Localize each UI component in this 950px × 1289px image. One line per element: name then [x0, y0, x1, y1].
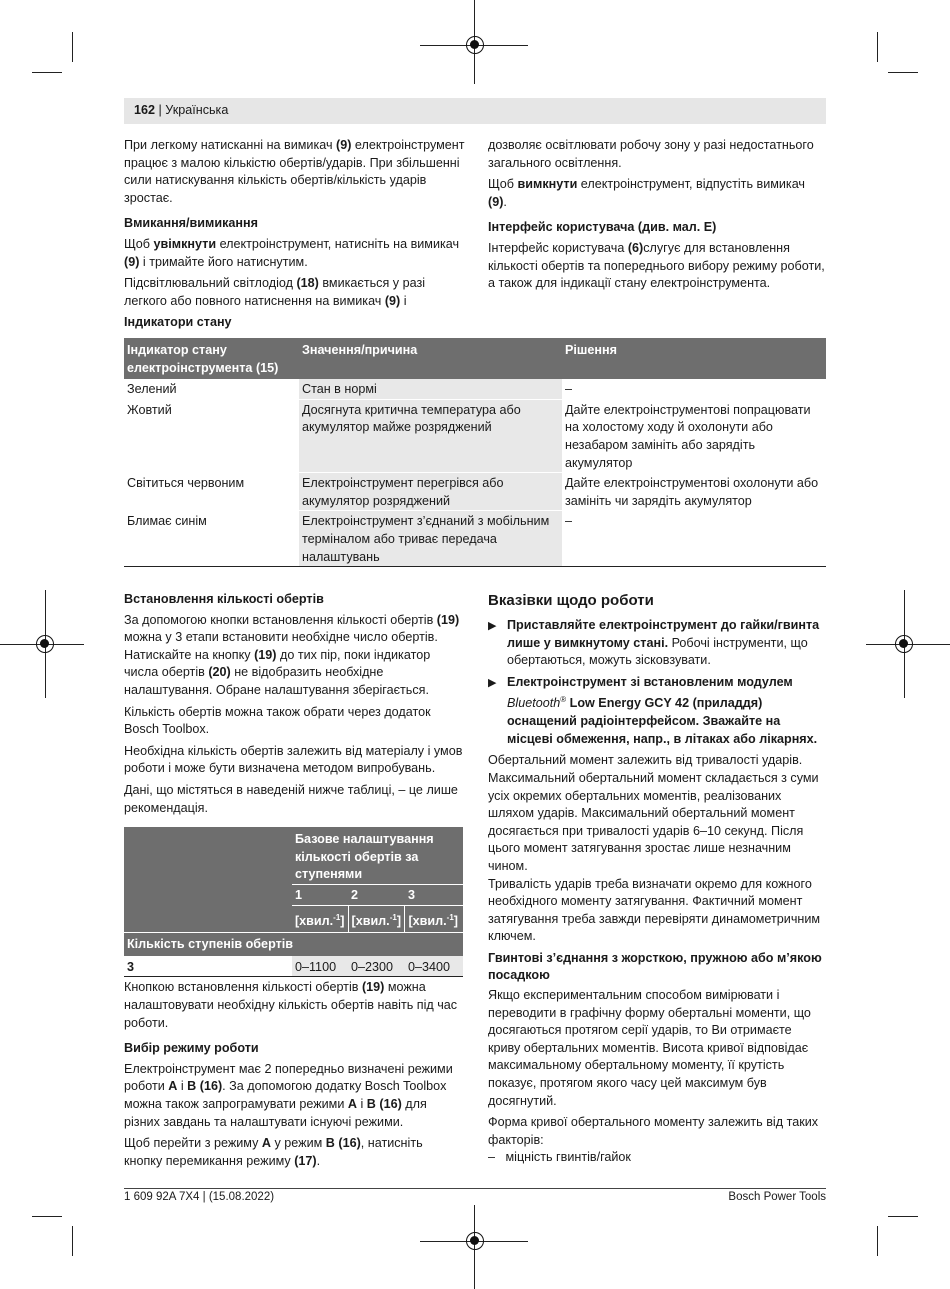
table-row — [124, 511, 826, 567]
left-column-bottom — [124, 591, 464, 1170]
crop-mark — [72, 1226, 73, 1256]
table-cell: – — [562, 379, 826, 399]
paragraph: Обертальний момент залежить від тривалості ударів. Максимальний обертальний момент складається з суми усіх окремих обертальних моментів, реалізованих шляхом ударів. Максимальний обертальний момент досягається при тривалості ударів 6–10 секунд. Після цього момент затягування зростає лише незначним чином. — [488, 753, 819, 873]
crop-mark — [32, 72, 62, 73]
table-header-cell — [405, 905, 463, 933]
triangle-bullet-icon: ▶ — [488, 620, 497, 632]
table-header-cell — [348, 905, 405, 933]
registration-target-icon — [466, 1232, 484, 1250]
unit-superscript: -1 — [333, 912, 341, 922]
crop-mark — [888, 1216, 918, 1217]
crop-mark — [877, 1226, 878, 1256]
registration-target-icon — [466, 36, 484, 54]
list-item — [488, 617, 826, 670]
table-header-cell: 3 — [405, 884, 463, 905]
paragraph: Форма кривої обертального моменту залежить від таких факторів: — [488, 1115, 819, 1147]
left-column-top — [124, 137, 469, 332]
table-cell: Електроінструмент з’єднаний з мобільним терміналом або триває передача налаштувань — [299, 511, 562, 567]
unit-close: ] — [340, 913, 345, 928]
table-cell: Дайте електроінструментові охолонути або замініть чи зарядіть акумулятор — [562, 473, 826, 511]
footer-rule — [124, 1188, 826, 1189]
paragraph: Електроінструмент зі встановленим модулем Bluetooth® Low Energy GCY 42 (приладдя) оснащений радіоінтерфейсом. Зважайте на місцеві обмеження, напр., в літаках або лікарнях. — [507, 674, 818, 746]
unit-label: [хвил. — [351, 913, 390, 928]
table-cell: – — [562, 511, 826, 567]
table-cell: Стан в нормі — [299, 379, 562, 399]
unit-superscript: -1 — [446, 912, 454, 922]
page-header — [124, 98, 826, 124]
list-item — [488, 674, 826, 749]
section-heading: Вмикання/вимикання — [124, 216, 258, 231]
page-number: 162 — [134, 103, 156, 117]
table-cell: Дайте електроінструментові попрацювати на холостому ходу й охолонути або незабаром замініть або зарядіть акумулятор — [562, 399, 826, 472]
unit-close: ] — [396, 913, 402, 928]
section-heading: Встановлення кількості обертів — [124, 592, 324, 606]
paragraph: Щоб увімкнути електроінструмент, натисніть на вимикач (9) і тримайте його натиснутим. — [124, 236, 460, 269]
paragraph: Інтерфейс користувача (6)слугує для встановлення кількості обертів та попереднього вибору режиму роботи, а також для індикації стану електроінструмента. — [488, 240, 825, 291]
paragraph: дозволяє освітлювати робочу зону у разі недостатнього загального освітлення. — [488, 138, 814, 170]
table-header-cell — [292, 905, 348, 933]
table-row — [124, 379, 826, 399]
table-cell: Зелений — [124, 379, 299, 399]
crop-mark — [32, 1216, 62, 1217]
registration-target-icon — [36, 635, 54, 653]
crop-mark — [72, 32, 73, 62]
paragraph: За допомогою кнопки встановлення кількості обертів (19) можна у 3 етапи встановити необхідне число обертів. Натискайте на кнопку (19) до тих пір, поки індикатор числа обертів (20) не відобразить необхідне налаштування. Обране налаштування зберігається. — [124, 612, 460, 697]
table-cell: 0–2300 — [348, 956, 405, 977]
footer-brand: Bosch Power Tools — [728, 1191, 826, 1203]
paragraph: При легкому натисканні на вимикач (9) електроінструмент працює з малою кількістю обертів/ударів. При збільшенні сили натискування кількість обертів/кількість ударів зростає. — [124, 138, 465, 205]
table-row-label: Кількість ступенів обертів — [124, 933, 463, 956]
section-heading: Індикатори стану — [124, 315, 232, 330]
table-cell — [124, 827, 292, 884]
speed-settings-table — [124, 827, 463, 977]
table-cell-value: 3 — [127, 959, 135, 974]
table-cell: Світиться червоним — [124, 473, 299, 511]
paragraph: Електроінструмент має 2 попередньо визначені режими роботи A і B (16). За допомогою додатку Bosch Toolbox можна також запрограмувати режими A і B (16) для різних завдань та налаштувати існуючі режими. — [124, 1061, 453, 1129]
table-cell — [124, 956, 292, 977]
section-heading: Гвинтові з’єднання з жорсткою, пружною або м’якою посадкою — [488, 950, 822, 983]
table-cell: 0–3400 — [405, 956, 463, 977]
footer-doc-id: 1 609 92A 7X4 | (15.08.2022) — [124, 1191, 275, 1203]
header-separator: | — [158, 103, 162, 117]
table-cell: Електроінструмент перегрівся або акумулятор розряджений — [299, 473, 562, 511]
right-column-bottom — [488, 591, 826, 1167]
table-header-cell: 2 — [348, 884, 405, 905]
section-heading: Вибір режиму роботи — [124, 1041, 259, 1056]
crop-mark — [877, 32, 878, 62]
paragraph: Кнопкою встановлення кількості обертів (19) можна налаштовувати необхідну кількість обертів навіть під час роботи. — [124, 980, 458, 1030]
section-heading: Вказівки щодо роботи — [488, 592, 654, 609]
paragraph: Необхідна кількість обертів залежить від матеріалу і умов роботи і може бути визначена методом випробувань. — [124, 743, 463, 776]
table-cell: Жовтий — [124, 399, 299, 472]
registration-target-icon — [895, 635, 913, 653]
table-cell: Блимає синім — [124, 511, 299, 567]
paragraph: Кількість обертів можна також обрати через додаток Bosch Toolbox. — [124, 704, 431, 737]
right-column-top — [488, 137, 826, 293]
crop-mark — [888, 72, 918, 73]
status-indicator-table — [124, 338, 826, 567]
paragraph: Тривалість ударів треба визначати окремо для кожного необхідного моменту затягування. Фактичний момент затягування треба завжди перевіряти динамометричним ключем. — [488, 876, 821, 944]
paragraph: Щоб вимкнути електроінструмент, відпустіть вимикач (9). — [488, 177, 805, 209]
unit-label: [хвил. — [294, 913, 334, 928]
table-header-row — [124, 338, 826, 379]
paragraph: Щоб перейти з режиму A у режим B (16), натисніть кнопку перемикання режиму (17). — [124, 1136, 423, 1168]
paragraph: Приставляйте електроінструмент до гайки/гвинта лише у вимкнутому стані. Робочі інструменти, що обертаються, можуть зісковзувати. — [507, 618, 820, 668]
unit-label: [хвил. — [408, 913, 447, 928]
paragraph: Дані, що містяться в наведеній нижче таблиці, – це лише рекомендація. — [124, 782, 458, 815]
list-item: – міцність гвинтів/гайок — [488, 1150, 631, 1165]
section-heading: Інтерфейс користувача (див. мал. E) — [488, 220, 717, 235]
table-cell: 0–1100 — [292, 956, 348, 977]
table-header-cell: 1 — [292, 884, 348, 905]
table-cell — [124, 905, 292, 933]
table-cell: Досягнута критична температура або акумулятор майже розряджений — [299, 399, 562, 472]
paragraph: Якщо експериментальним способом вимірювати і переводити в графічну форму обертальні моменти, що досягаються протягом серії ударів, то Ви отримаєте криву обертальних моментів. Висота кривої відповідає максимальному обертальному моменту, її крутість показує, протягом якого часу цей максимум був досягнутий. — [488, 988, 811, 1108]
header-language: Українська — [165, 103, 229, 117]
table-row — [124, 399, 826, 472]
table-header-cell: Базове налаштування кількості обертів за ступенями — [292, 827, 463, 884]
table-row — [124, 473, 826, 511]
table-header-cell: Індикатор стану електроінструмента (15) — [124, 338, 299, 379]
table-header-cell: Рішення — [562, 338, 826, 379]
unit-superscript: -1 — [389, 912, 397, 922]
paragraph: Підсвітлювальний світлодіод (18) вмикається у разі легкого або повного натиснення на вимикач (9) і — [124, 276, 426, 308]
unit-close: ] — [453, 913, 458, 928]
table-header-cell: Значення/причина — [299, 338, 562, 379]
table-cell — [124, 884, 292, 905]
triangle-bullet-icon: ▶ — [488, 676, 497, 689]
